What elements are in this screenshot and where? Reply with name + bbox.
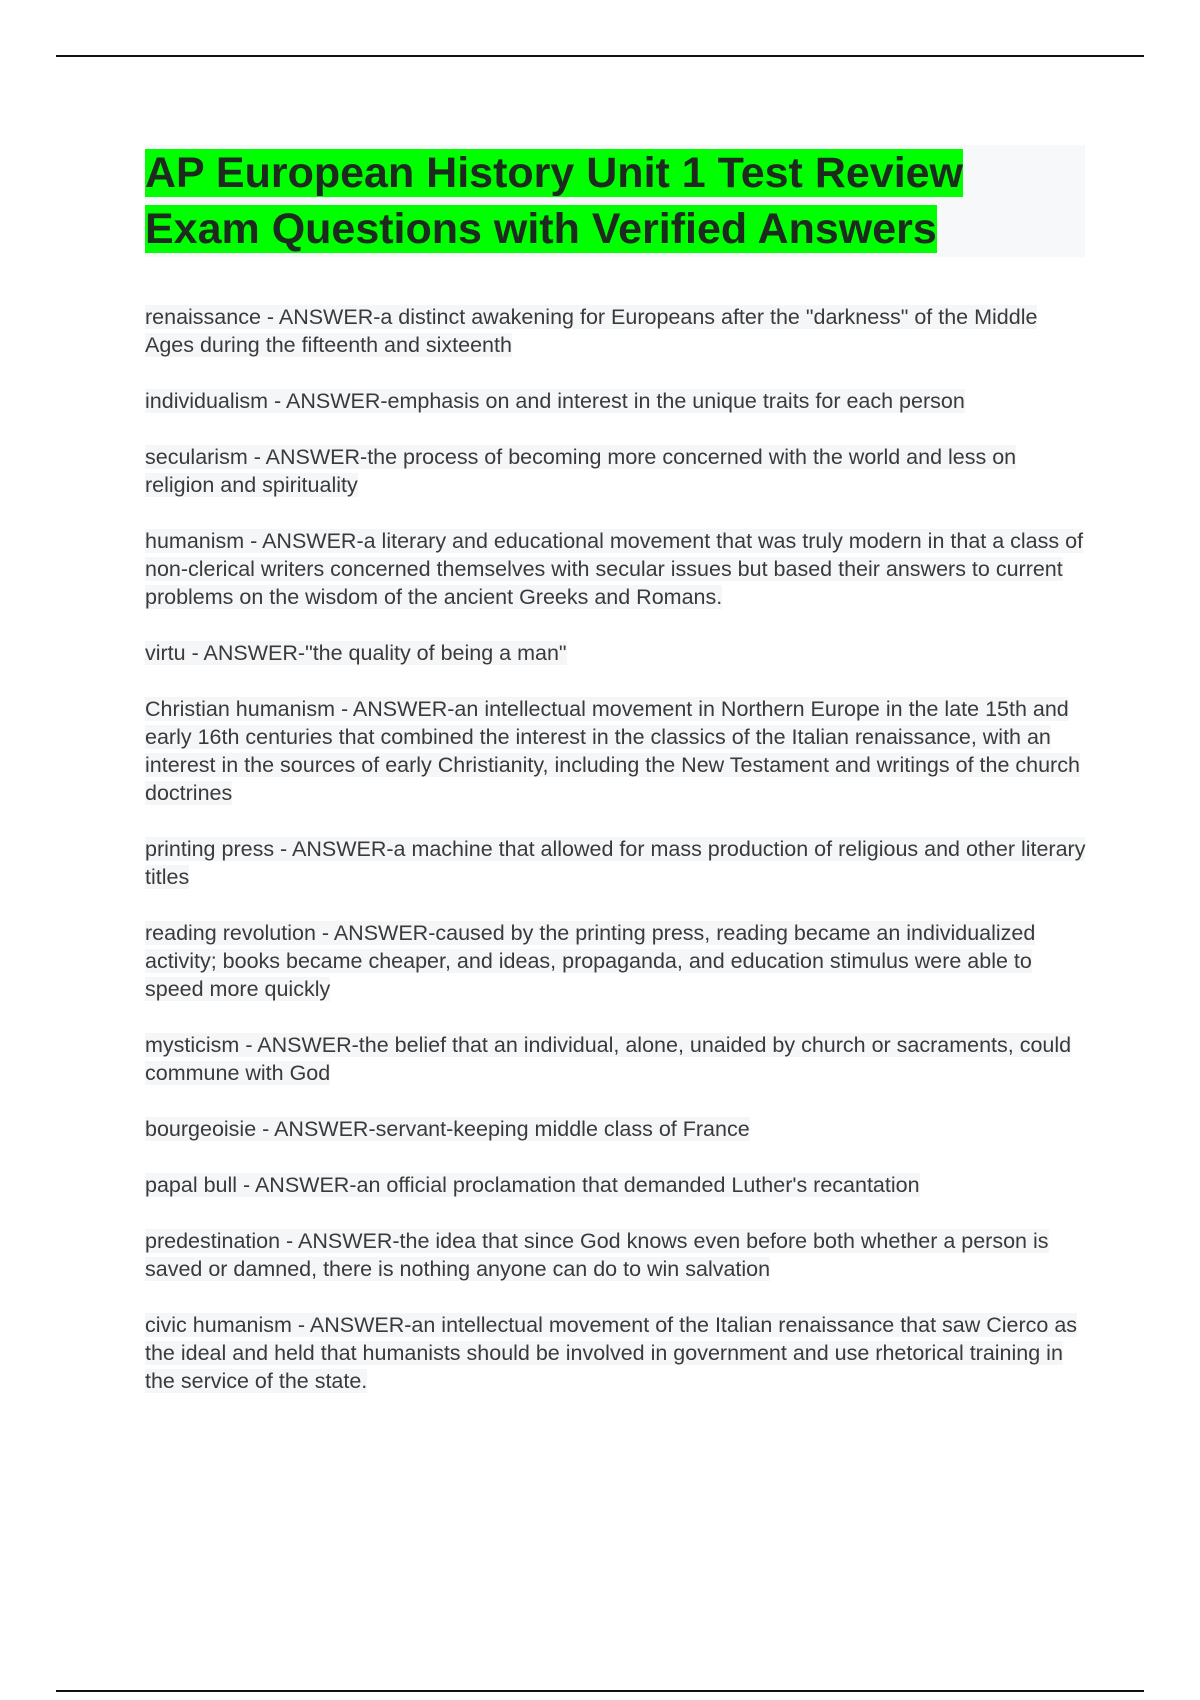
- qa-entry-individualism: [145, 387, 1090, 415]
- qa-entry-reading-revolution: [145, 919, 1090, 1003]
- bottom-rule: [56, 1690, 1144, 1692]
- qa-entry-text: predestination - ANSWER-the idea that since God knows even before both whether a person is saved or damned, there is nothing anyone can do to win salvation: [145, 1229, 1049, 1281]
- title-line-1: AP European History Unit 1 Test Review: [145, 149, 964, 197]
- qa-entry-text: humanism - ANSWER-a literary and educational movement that was truly modern in that a class of non-clerical writers concerned themselves with secular issues but based their answers to current problems on the wisdom of the ancient Greeks and Romans.: [145, 529, 1084, 609]
- qa-entry-humanism: [145, 527, 1090, 611]
- qa-entry-text: individualism - ANSWER-emphasis on and interest in the unique traits for each person: [145, 389, 965, 413]
- qa-entry-text: papal bull - ANSWER-an official proclamation that demanded Luther's recantation: [145, 1173, 920, 1197]
- qa-entry-christian-humanism: [145, 695, 1090, 807]
- qa-entry-text: reading revolution - ANSWER-caused by the printing press, reading became an individualized activity; books became cheaper, and ideas, propaganda, and education stimulus were able to speed more quickly: [145, 921, 1036, 1001]
- qa-entry-papal-bull: [145, 1171, 1090, 1199]
- qa-entry-virtu: [145, 639, 1090, 667]
- top-rule: [56, 55, 1144, 57]
- qa-entry-text: renaissance - ANSWER-a distinct awakening for Europeans after the "darkness" of the Middle Ages during the fifteenth and sixteenth: [145, 305, 1038, 357]
- qa-entry-civic-humanism: [145, 1311, 1090, 1395]
- qa-entry-predestination: [145, 1227, 1090, 1283]
- title-line-2: Exam Questions with Verified Answers: [145, 205, 937, 253]
- qa-entry-text: Christian humanism - ANSWER-an intellectual movement in Northern Europe in the late 15th and early 16th centuries that combined the interest in the classics of the Italian renaissance, with an interest in the sources of early Christianity, including the New Testament and writings of the church doctrines: [145, 697, 1080, 805]
- qa-entry-text: civic humanism - ANSWER-an intellectual movement of the Italian renaissance that saw Cierco as the ideal and held that humanists should be involved in government and use rhetorical training in the service of the state.: [145, 1313, 1078, 1393]
- qa-entry-text: virtu - ANSWER-"the quality of being a man": [145, 641, 567, 665]
- qa-entry-printing-press: [145, 835, 1090, 891]
- qa-list: [145, 303, 1090, 1423]
- document-title: [145, 145, 1085, 257]
- qa-entry-renaissance: [145, 303, 1090, 359]
- qa-entry-text: secularism - ANSWER-the process of becoming more concerned with the world and less on religion and spirituality: [145, 445, 1017, 497]
- qa-entry-text: bourgeoisie - ANSWER-servant-keeping middle class of France: [145, 1117, 750, 1141]
- qa-entry-secularism: [145, 443, 1090, 499]
- qa-entry-text: mysticism - ANSWER-the belief that an individual, alone, unaided by church or sacraments, could commune with God: [145, 1033, 1072, 1085]
- qa-entry-text: printing press - ANSWER-a machine that allowed for mass production of religious and other literary titles: [145, 837, 1086, 889]
- qa-entry-bourgeoisie: [145, 1115, 1090, 1143]
- qa-entry-mysticism: [145, 1031, 1090, 1087]
